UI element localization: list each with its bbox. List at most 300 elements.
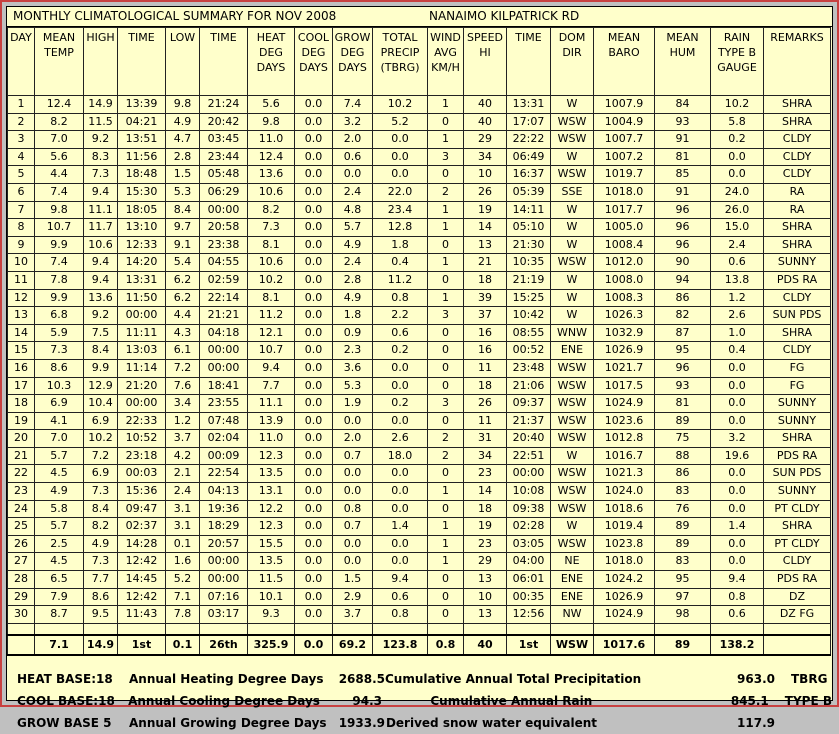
table-cell: 14:28 — [118, 535, 166, 553]
table-cell: 0.0 — [295, 289, 333, 307]
table-cell: 14:20 — [118, 254, 166, 272]
table-cell: 11 — [464, 359, 507, 377]
table-cell: 86 — [655, 289, 711, 307]
table-cell: 13:03 — [118, 342, 166, 360]
table-cell: 7.8 — [166, 606, 200, 624]
table-cell: 2.1 — [166, 465, 200, 483]
table-cell: 9.3 — [248, 606, 295, 624]
table-cell — [711, 623, 764, 635]
table-cell: RA — [764, 201, 831, 219]
table-cell: 4.9 — [166, 113, 200, 131]
table-cell — [118, 623, 166, 635]
table-cell: 7.1 — [35, 635, 84, 655]
table-cell — [428, 623, 464, 635]
table-cell: 9.4 — [248, 359, 295, 377]
table-cell: 8.1 — [248, 236, 295, 254]
table-cell: 5.2 — [373, 113, 428, 131]
table-cell: 1017.6 — [594, 635, 655, 655]
table-cell: 7.2 — [166, 359, 200, 377]
table-cell: SHRA — [764, 236, 831, 254]
table-cell: W — [551, 219, 594, 237]
table-cell: 2.4 — [711, 236, 764, 254]
table-cell: 0.0 — [295, 113, 333, 131]
table-cell: WSW — [551, 483, 594, 501]
table-cell: 97 — [655, 588, 711, 606]
day-row — [8, 483, 831, 501]
table-cell: 89 — [655, 518, 711, 536]
table-cell: 12.4 — [248, 148, 295, 166]
table-cell: 2 — [428, 447, 464, 465]
table-cell: 4.3 — [166, 324, 200, 342]
table-cell: 04:18 — [200, 324, 248, 342]
table-cell — [594, 623, 655, 635]
table-cell: 138.2 — [711, 635, 764, 655]
table-cell: 13:31 — [118, 271, 166, 289]
table-cell: SHRA — [764, 113, 831, 131]
day-row — [8, 271, 831, 289]
table-cell: 10 — [464, 588, 507, 606]
table-cell: 0.0 — [373, 483, 428, 501]
table-cell: 9.1 — [166, 236, 200, 254]
table-cell: 04:13 — [200, 483, 248, 501]
table-cell: 23 — [464, 465, 507, 483]
table-cell: 0.8 — [373, 289, 428, 307]
table-cell: 5.6 — [248, 96, 295, 114]
table-cell: 12:33 — [118, 236, 166, 254]
table-cell — [655, 623, 711, 635]
table-cell: 24 — [8, 500, 35, 518]
table-cell: 12.9 — [84, 377, 118, 395]
table-cell: 8.4 — [84, 342, 118, 360]
table-cell: CLDY — [764, 166, 831, 184]
table-cell: 1024.0 — [594, 483, 655, 501]
table-cell: WSW — [551, 535, 594, 553]
table-cell: 13:39 — [118, 96, 166, 114]
table-cell: 1 — [428, 201, 464, 219]
table-cell: 0.0 — [333, 166, 373, 184]
table-cell: 1.2 — [711, 289, 764, 307]
table-cell: 11.5 — [84, 113, 118, 131]
table-cell: 2.3 — [333, 342, 373, 360]
table-cell: 0.0 — [295, 571, 333, 589]
column-header: TIME — [507, 28, 551, 96]
table-cell: 0.0 — [373, 131, 428, 149]
growing-dd-label: Annual Growing Degree Days — [129, 715, 327, 730]
table-cell: 5.7 — [333, 219, 373, 237]
table-cell: 20 — [8, 430, 35, 448]
table-cell: 11.2 — [248, 307, 295, 325]
table-cell: 12.3 — [248, 518, 295, 536]
day-row — [8, 588, 831, 606]
table-cell: 05:39 — [507, 183, 551, 201]
table-cell: 96 — [655, 236, 711, 254]
day-row — [8, 96, 831, 114]
table-cell: 84 — [655, 96, 711, 114]
table-cell: 7.4 — [35, 254, 84, 272]
table-cell: 0.0 — [333, 412, 373, 430]
table-cell: 15.0 — [711, 219, 764, 237]
table-cell: W — [551, 148, 594, 166]
table-cell — [166, 623, 200, 635]
table-cell: 10.6 — [248, 183, 295, 201]
table-cell: 1012.8 — [594, 430, 655, 448]
table-cell: 3.1 — [166, 518, 200, 536]
table-cell: 81 — [655, 148, 711, 166]
table-cell: 13:10 — [118, 219, 166, 237]
table-cell: 0 — [428, 166, 464, 184]
table-cell — [8, 623, 35, 635]
table-cell: 15:25 — [507, 289, 551, 307]
cum-rain-value: 845.1 — [730, 693, 769, 708]
table-cell: 0 — [428, 359, 464, 377]
table-cell — [507, 623, 551, 635]
table-cell: 0.0 — [295, 271, 333, 289]
table-cell: 0.6 — [373, 324, 428, 342]
table-cell: 00:00 — [507, 465, 551, 483]
table-cell: 0.0 — [373, 500, 428, 518]
table-cell: 7.0 — [35, 131, 84, 149]
table-cell: CLDY — [764, 342, 831, 360]
table-cell: 9.2 — [84, 307, 118, 325]
table-cell: ENE — [551, 571, 594, 589]
table-cell: 1.6 — [166, 553, 200, 571]
table-cell: 1 — [428, 219, 464, 237]
table-cell — [200, 623, 248, 635]
table-cell: 8.4 — [84, 500, 118, 518]
day-row — [8, 447, 831, 465]
table-cell: 18 — [464, 377, 507, 395]
table-cell: 1.5 — [333, 571, 373, 589]
table-cell: 8.1 — [248, 289, 295, 307]
table-cell: ENE — [551, 588, 594, 606]
table-cell: 1024.9 — [594, 395, 655, 413]
table-cell: 04:55 — [200, 254, 248, 272]
table-cell: 02:59 — [200, 271, 248, 289]
table-cell: 93 — [655, 377, 711, 395]
day-row — [8, 183, 831, 201]
table-cell: 1.8 — [373, 236, 428, 254]
table-cell: 34 — [464, 148, 507, 166]
table-cell: 1.4 — [373, 518, 428, 536]
table-cell: 24.0 — [711, 183, 764, 201]
day-row — [8, 500, 831, 518]
table-cell: 11:50 — [118, 289, 166, 307]
column-header: TIME — [200, 28, 248, 96]
snow-water-value: 117.9 — [737, 715, 775, 730]
table-cell: 00:00 — [118, 307, 166, 325]
table-cell: SUNNY — [764, 254, 831, 272]
table-cell: WNW — [551, 324, 594, 342]
table-cell: 0.2 — [373, 395, 428, 413]
table-cell: 23:38 — [200, 236, 248, 254]
table-cell: 1019.7 — [594, 166, 655, 184]
table-cell: 7.3 — [35, 342, 84, 360]
table-cell — [764, 623, 831, 635]
day-row — [8, 201, 831, 219]
day-row — [8, 535, 831, 553]
table-cell: 16:37 — [507, 166, 551, 184]
table-cell: 17:07 — [507, 113, 551, 131]
table-cell: 8 — [8, 219, 35, 237]
table-cell: 7.1 — [166, 588, 200, 606]
table-cell: 14.9 — [84, 635, 118, 655]
table-cell: 18:05 — [118, 201, 166, 219]
cool-base-label: COOL BASE:18 — [17, 693, 115, 708]
table-cell: 26 — [8, 535, 35, 553]
table-cell: 12 — [8, 289, 35, 307]
grow-base-label: GROW BASE 5 — [17, 715, 112, 730]
table-cell: 85 — [655, 166, 711, 184]
column-header: LOW — [166, 28, 200, 96]
table-cell: 11.1 — [84, 201, 118, 219]
table-cell: 6.2 — [166, 289, 200, 307]
table-cell: 0.0 — [711, 412, 764, 430]
table-cell: FG — [764, 377, 831, 395]
table-cell: 00:00 — [118, 395, 166, 413]
table-cell: 0.9 — [333, 324, 373, 342]
table-cell: 2.0 — [333, 131, 373, 149]
table-cell: 21:37 — [507, 412, 551, 430]
table-cell: 23:48 — [507, 359, 551, 377]
table-cell: 0.0 — [373, 148, 428, 166]
table-cell: 10.7 — [35, 219, 84, 237]
table-cell — [551, 623, 594, 635]
table-cell: 0 — [428, 236, 464, 254]
table-cell: NE — [551, 553, 594, 571]
table-cell: 18.0 — [373, 447, 428, 465]
table-cell: W — [551, 518, 594, 536]
table-cell: 2.6 — [711, 307, 764, 325]
table-cell: 1018.0 — [594, 553, 655, 571]
table-cell: 1024.9 — [594, 606, 655, 624]
table-cell: 15:36 — [118, 483, 166, 501]
table-cell — [333, 623, 373, 635]
table-cell: W — [551, 447, 594, 465]
table-cell: 9.4 — [711, 571, 764, 589]
table-cell: 07:16 — [200, 588, 248, 606]
table-cell: 6 — [8, 183, 35, 201]
table-cell: SHRA — [764, 324, 831, 342]
table-cell: 22:54 — [200, 465, 248, 483]
table-cell: 1018.0 — [594, 183, 655, 201]
table-cell: WSW — [551, 430, 594, 448]
table-cell: 75 — [655, 430, 711, 448]
table-cell: 7 — [8, 201, 35, 219]
table-cell: 1.2 — [166, 412, 200, 430]
table-cell: 4.8 — [333, 201, 373, 219]
table-cell: 9.2 — [84, 131, 118, 149]
table-cell: SHRA — [764, 219, 831, 237]
table-cell: 0.0 — [711, 377, 764, 395]
day-row — [8, 342, 831, 360]
table-cell: 23 — [8, 483, 35, 501]
column-header: MEAN TEMP — [35, 28, 84, 96]
table-cell: 03:45 — [200, 131, 248, 149]
table-cell: 10.2 — [84, 430, 118, 448]
table-cell: 1026.3 — [594, 307, 655, 325]
table-cell: WSW — [551, 254, 594, 272]
table-cell: 19 — [464, 201, 507, 219]
table-cell: 04:21 — [118, 113, 166, 131]
table-cell: 90 — [655, 254, 711, 272]
table-cell: 1.4 — [711, 518, 764, 536]
table-cell: 0.0 — [295, 96, 333, 114]
table-cell: 4.7 — [166, 131, 200, 149]
table-cell: 29 — [464, 553, 507, 571]
day-row — [8, 113, 831, 131]
monthly-summary-row — [8, 635, 831, 655]
table-cell: 1004.9 — [594, 113, 655, 131]
growing-dd-value: 1933.9 — [338, 715, 385, 730]
table-cell: 2.2 — [373, 307, 428, 325]
table-cell: 10 — [464, 166, 507, 184]
table-cell: 1017.7 — [594, 201, 655, 219]
table-cell: 21:24 — [200, 96, 248, 114]
annual-summary-footer — [7, 668, 832, 734]
table-cell: 1026.9 — [594, 588, 655, 606]
table-cell: 3.7 — [166, 430, 200, 448]
footer-row-cool — [7, 690, 832, 712]
table-cell: 40 — [464, 113, 507, 131]
table-cell: 04:00 — [507, 553, 551, 571]
table-cell: 12:42 — [118, 553, 166, 571]
table-cell: 13:31 — [507, 96, 551, 114]
day-row — [8, 430, 831, 448]
column-header: COOL DEG DAYS — [295, 28, 333, 96]
table-cell: 7.6 — [166, 377, 200, 395]
table-cell: 7.3 — [84, 166, 118, 184]
table-cell: 13 — [8, 307, 35, 325]
table-cell: 2.0 — [333, 430, 373, 448]
table-cell: 00:35 — [507, 588, 551, 606]
table-cell: 26 — [464, 395, 507, 413]
table-cell: 0.0 — [373, 412, 428, 430]
day-row — [8, 412, 831, 430]
table-cell: 96 — [655, 219, 711, 237]
table-cell: 22:33 — [118, 412, 166, 430]
table-cell: 3 — [428, 395, 464, 413]
table-cell: 02:37 — [118, 518, 166, 536]
table-cell: 10.2 — [711, 96, 764, 114]
table-cell: 7.7 — [84, 571, 118, 589]
day-row — [8, 289, 831, 307]
table-cell: PT CLDY — [764, 500, 831, 518]
cum-rain-label: Cumulative Annual Rain — [430, 693, 593, 708]
table-cell: 4.4 — [166, 307, 200, 325]
table-cell: 3.1 — [166, 500, 200, 518]
table-cell: 20:42 — [200, 113, 248, 131]
table-cell: 0 — [428, 465, 464, 483]
table-cell: 1026.9 — [594, 342, 655, 360]
table-cell: 0.7 — [333, 447, 373, 465]
table-cell: PDS RA — [764, 571, 831, 589]
table-cell: 7.5 — [84, 324, 118, 342]
table-cell: SSE — [551, 183, 594, 201]
table-cell: 9.8 — [248, 113, 295, 131]
table-cell: 1 — [428, 518, 464, 536]
table-cell: 4.1 — [35, 412, 84, 430]
table-cell: 9.7 — [166, 219, 200, 237]
table-cell — [764, 635, 831, 655]
table-cell: 1023.6 — [594, 412, 655, 430]
table-cell: 6.5 — [35, 571, 84, 589]
table-cell: 18:29 — [200, 518, 248, 536]
table-cell: 0.0 — [711, 500, 764, 518]
table-cell: WSW — [551, 412, 594, 430]
table-cell: 2 — [8, 113, 35, 131]
table-cell: 0.0 — [373, 377, 428, 395]
table-cell: 2.4 — [333, 183, 373, 201]
table-cell: 26 — [464, 183, 507, 201]
table-cell: 11:56 — [118, 148, 166, 166]
spacer-row — [8, 623, 831, 635]
table-cell: 0.0 — [295, 535, 333, 553]
table-cell: 14 — [464, 483, 507, 501]
table-cell: WSW — [551, 359, 594, 377]
table-cell: 10.2 — [373, 96, 428, 114]
table-cell: 00:00 — [200, 201, 248, 219]
column-header: WIND AVG KM/H — [428, 28, 464, 96]
table-cell: 4 — [8, 148, 35, 166]
day-row — [8, 236, 831, 254]
table-cell: 10.3 — [35, 377, 84, 395]
table-cell: 2.4 — [166, 483, 200, 501]
column-header: MEAN BARO — [594, 28, 655, 96]
table-cell: 17 — [8, 377, 35, 395]
table-cell: 1019.4 — [594, 518, 655, 536]
table-cell: 13.6 — [248, 166, 295, 184]
table-cell: 1 — [428, 289, 464, 307]
table-cell: 10:52 — [118, 430, 166, 448]
table-cell: 19.6 — [711, 447, 764, 465]
table-cell: 6.9 — [84, 412, 118, 430]
table-cell: 05:10 — [507, 219, 551, 237]
table-cell: 1007.9 — [594, 96, 655, 114]
table-cell: 15 — [8, 342, 35, 360]
table-cell: 96 — [655, 359, 711, 377]
table-cell: 6.9 — [84, 465, 118, 483]
table-cell: SUN PDS — [764, 465, 831, 483]
table-cell: 0.0 — [711, 535, 764, 553]
table-cell: 0 — [428, 342, 464, 360]
table-cell: 23.4 — [373, 201, 428, 219]
table-cell: 14 — [464, 219, 507, 237]
table-cell: 3.7 — [333, 606, 373, 624]
table-cell: 0.8 — [373, 606, 428, 624]
table-cell: 0.6 — [711, 254, 764, 272]
table-cell: 11.0 — [248, 131, 295, 149]
table-cell — [8, 635, 35, 655]
table-cell: 08:55 — [507, 324, 551, 342]
table-cell: 03:17 — [200, 606, 248, 624]
table-cell: 13.1 — [248, 483, 295, 501]
column-header: SPEED HI — [464, 28, 507, 96]
table-cell — [373, 623, 428, 635]
table-cell: 1018.6 — [594, 500, 655, 518]
table-cell: 1032.9 — [594, 324, 655, 342]
table-cell: 1012.0 — [594, 254, 655, 272]
table-cell: 13.8 — [711, 271, 764, 289]
table-cell: 0.0 — [295, 465, 333, 483]
table-cell: 0.0 — [711, 395, 764, 413]
table-cell: 23:55 — [200, 395, 248, 413]
table-cell: 1016.7 — [594, 447, 655, 465]
table-cell: 25 — [8, 518, 35, 536]
table-cell: 00:00 — [200, 571, 248, 589]
table-cell: 1005.0 — [594, 219, 655, 237]
table-cell: 0.0 — [295, 236, 333, 254]
table-cell: 21:06 — [507, 377, 551, 395]
